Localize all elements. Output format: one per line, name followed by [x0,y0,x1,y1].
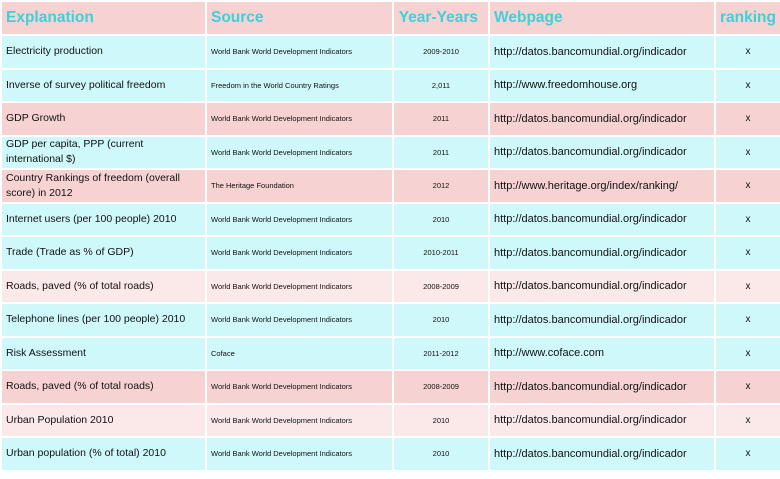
cell-explanation: Urban population (% of total) 2010 [2,438,205,470]
table-row [2,271,780,303]
cell-webpage: http://www.heritage.org/index/ranking/ [490,170,714,202]
table-row [2,237,780,269]
cell-years: 2010-2011 [394,237,488,269]
cell-years: 2,011 [394,70,488,102]
cell-webpage: http://datos.bancomundial.org/indicador [490,237,714,269]
cell-ranking: x [716,371,780,403]
header-ranking: ranking [716,2,780,34]
cell-years: 2009-2010 [394,36,488,68]
cell-explanation: Roads, paved (% of total roads) [2,271,205,303]
cell-ranking: x [716,237,780,269]
cell-explanation: Internet users (per 100 people) 2010 [2,204,205,236]
cell-explanation: Electricity production [2,36,205,68]
cell-years: 2010 [394,438,488,470]
cell-explanation: Risk Assessment [2,338,205,370]
cell-ranking: x [716,137,780,169]
table-row [2,137,780,169]
cell-explanation: Telephone lines (per 100 people) 2010 [2,304,205,336]
cell-explanation: Urban Population 2010 [2,405,205,437]
cell-years: 2010 [394,405,488,437]
cell-webpage: http://www.freedomhouse.org [490,70,714,102]
cell-ranking: x [716,103,780,135]
header-source: Source [207,2,392,34]
cell-ranking: x [716,304,780,336]
cell-webpage: http://datos.bancomundial.org/indicador [490,36,714,68]
cell-explanation: GDP Growth [2,103,205,135]
table-row [2,438,780,470]
cell-ranking: x [716,438,780,470]
table-row [2,70,780,102]
table-row [2,204,780,236]
cell-years: 2011 [394,137,488,169]
cell-webpage: http://datos.bancomundial.org/indicador [490,405,714,437]
cell-explanation: Country Rankings of freedom (overall score) in 2012 [2,170,205,202]
cell-explanation: Roads, paved (% of total roads) [2,371,205,403]
cell-source: World Bank World Development Indicators [207,371,392,403]
cell-webpage: http://datos.bancomundial.org/indicador [490,204,714,236]
cell-source: Coface [207,338,392,370]
table-row [2,338,780,370]
cell-webpage: http://www.coface.com [490,338,714,370]
cell-source: Freedom in the World Country Ratings [207,70,392,102]
header-webpage: Webpage [490,2,714,34]
table-row [2,371,780,403]
table-row [2,103,780,135]
cell-years: 2010 [394,204,488,236]
cell-ranking: x [716,405,780,437]
cell-source: World Bank World Development Indicators [207,237,392,269]
cell-explanation: GDP per capita, PPP (current international $) [2,137,205,169]
cell-source: The Heritage Foundation [207,170,392,202]
cell-ranking: x [716,36,780,68]
header-years: Year-Years [394,2,488,34]
cell-years: 2010 [394,304,488,336]
cell-years: 2011-2012 [394,338,488,370]
cell-webpage: http://datos.bancomundial.org/indicador [490,304,714,336]
cell-ranking: x [716,170,780,202]
cell-ranking: x [716,338,780,370]
cell-source: World Bank World Development Indicators [207,103,392,135]
cell-ranking: x [716,70,780,102]
table-row [2,36,780,68]
table-row [2,405,780,437]
cell-source: World Bank World Development Indicators [207,405,392,437]
cell-source: World Bank World Development Indicators [207,304,392,336]
table-row [2,304,780,336]
header-row [2,2,780,34]
cell-webpage: http://datos.bancomundial.org/indicador [490,371,714,403]
cell-years: 2011 [394,103,488,135]
cell-ranking: x [716,271,780,303]
header-explanation: Explanation [2,2,205,34]
cell-webpage: http://datos.bancomundial.org/indicador [490,438,714,470]
cell-source: World Bank World Development Indicators [207,438,392,470]
cell-webpage: http://datos.bancomundial.org/indicador [490,137,714,169]
cell-years: 2008-2009 [394,271,488,303]
cell-explanation: Trade (Trade as % of GDP) [2,237,205,269]
cell-source: World Bank World Development Indicators [207,204,392,236]
cell-source: World Bank World Development Indicators [207,137,392,169]
cell-source: World Bank World Development Indicators [207,271,392,303]
cell-ranking: x [716,204,780,236]
cell-years: 2008-2009 [394,371,488,403]
cell-webpage: http://datos.bancomundial.org/indicador [490,271,714,303]
cell-source: World Bank World Development Indicators [207,36,392,68]
cell-webpage: http://datos.bancomundial.org/indicador [490,103,714,135]
cell-years: 2012 [394,170,488,202]
table-row [2,170,780,202]
cell-explanation: Inverse of survey political freedom [2,70,205,102]
